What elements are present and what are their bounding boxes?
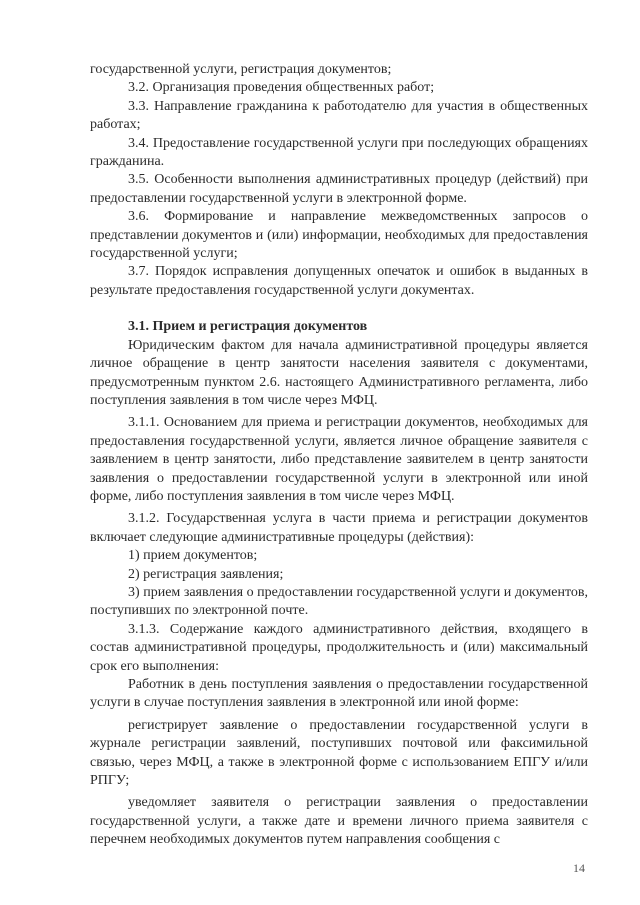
paragraph: регистрирует заявление о предоставлении государственной услуги в журнале регистрации заявлений, поступивших почтовой или факсимильной связью, через МФЦ, а также в электронной форме с использованием ЕПГУ и/или РПГУ; bbox=[90, 717, 588, 789]
paragraph: 3.4. Предоставление государственной услуги при последующих обращениях гражданина. bbox=[90, 135, 588, 170]
paragraph: Юридическим фактом для начала административной процедуры является личное обращение в центр занятости населения заявителя с документами, предусмотренным пунктом 2.6. настоящего Административного регламента, либо поступления заявления в том числе через МФЦ. bbox=[90, 337, 588, 408]
paragraph: 3.1.3. Содержание каждого административного действия, входящего в состав административной процедуры, продолжительность и (или) максимальный срок его выполнения: bbox=[90, 621, 588, 674]
paragraph: Работник в день поступления заявления о предоставлении государственной услуги в случае поступления заявления в электронной или иной форме: bbox=[90, 677, 588, 711]
paragraph: 3.7. Порядок исправления допущенных опечаток и ошибок в выданных в результате предоставления государственной услуги документах. bbox=[90, 264, 588, 298]
page-number: 14 bbox=[573, 861, 585, 875]
list-item: 3) прием заявления о предоставлении государственной услуги и документов, поступивших по электронной почте. bbox=[90, 584, 588, 619]
paragraph: 3.3. Направление гражданина к работодателю для участия в общественных работах; bbox=[90, 98, 588, 133]
paragraph: уведомляет заявителя о регистрации заявления о предоставлении государственной услуги, а также дате и времени личного приема заявителя с перечнем необходимых документов путем направления сообщения с bbox=[90, 795, 588, 848]
paragraph: 3.5. Особенности выполнения административных процедур (действий) при предоставлении государственной услуги в электронной форме. bbox=[90, 172, 588, 206]
paragraph: 3.2. Организация проведения общественных работ; bbox=[128, 80, 435, 96]
section-heading: 3.1. Прием и регистрация документов bbox=[128, 319, 368, 335]
paragraph: государственной услуги, регистрация документов; bbox=[90, 62, 392, 77]
paragraph: 3.1.1. Основанием для приема и регистрации документов, необходимых для предоставления государственной услуги, является личное обращение заявителя с заявлением в центр занятости, либо представление заявителем в центр занятости заявления о предоставлении государственной услуги в электронной или иной форме, либо поступления заявления в том числе через МФЦ. bbox=[90, 415, 588, 504]
list-item: 1) прием документов; bbox=[128, 548, 258, 564]
paragraph: 3.1.2. Государственная услуга в части приема и регистрации документов включает следующие административные процедуры (действия): bbox=[90, 511, 588, 545]
list-item: 2) регистрация заявления; bbox=[128, 566, 284, 582]
body-text bbox=[90, 61, 588, 850]
paragraph: 3.6. Формирование и направление межведомственных запросов о представлении документов и (или) информации, необходимых для предоставления государственной услуги; bbox=[90, 209, 588, 262]
